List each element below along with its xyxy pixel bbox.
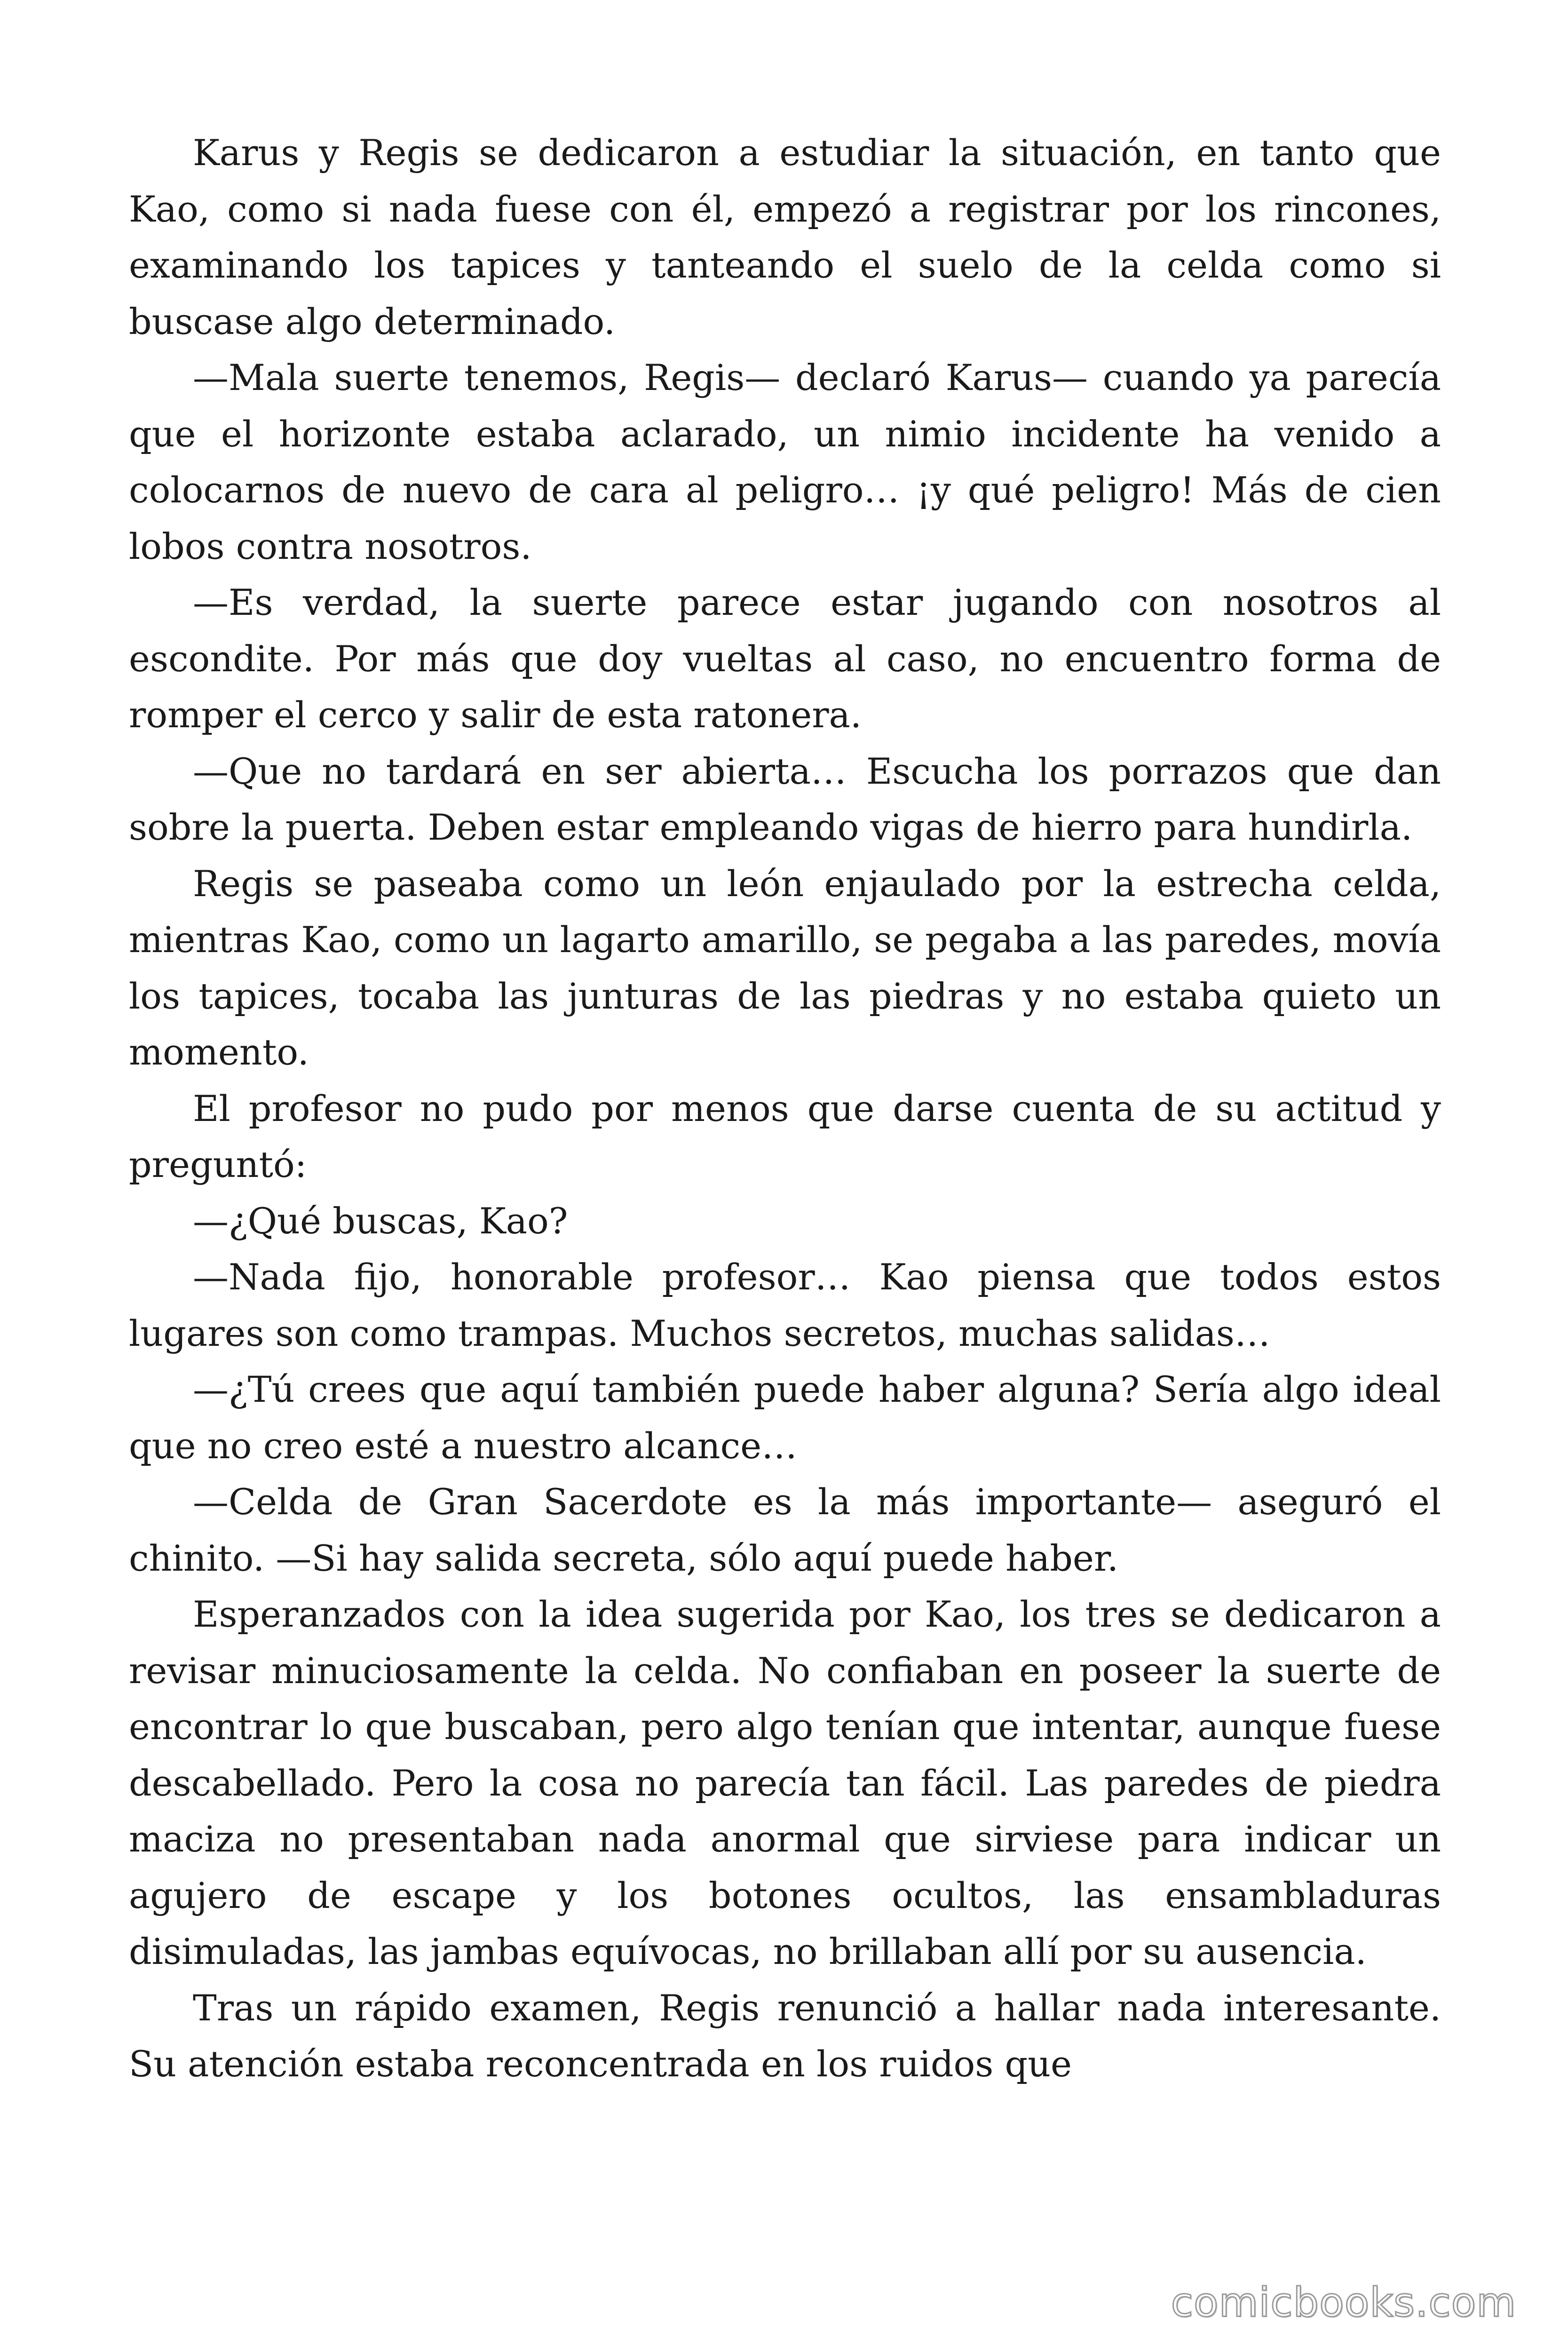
paragraph: —¿Qué buscas, Kao? bbox=[193, 1200, 568, 1242]
paragraph: —Celda de Gran Sacerdote es la más importante— aseguró el chinito. —Si hay salida secreta, sólo aquí puede haber. bbox=[129, 1481, 1441, 1579]
paragraph: —Mala suerte tenemos, Regis— declaró Karus— cuando ya parecía que el horizonte estaba aclarado, un nimio incidente ha venido a colocarnos de nuevo de cara al peligro… ¡y qué peligro! Más de cien lobos contra nosotros. bbox=[129, 357, 1441, 567]
paragraph: El profesor no pudo por menos que darse cuenta de su actitud y preguntó: bbox=[129, 1087, 1441, 1185]
paragraph: —Nada fijo, honorable profesor… Kao piensa que todos estos lugares son como trampas. Muchos secretos, muchas salidas… bbox=[129, 1256, 1441, 1354]
page-body bbox=[129, 125, 1441, 2092]
paragraph: Esperanzados con la idea sugerida por Kao, los tres se dedicaron a revisar minuciosamente la celda. No confiaban en poseer la suerte de encontrar lo que buscaban, pero algo tenían que intentar, aunque fuese descabellado. Pero la cosa no parecía tan fácil. Las paredes de piedra maciza no presentaban nada anormal que sirviese para indicar un agujero de escape y los botones ocultos, las ensambladuras disimuladas, las jambas equívocas, no brillaban allí por su ausencia. bbox=[129, 1593, 1441, 1972]
paragraph: Tras un rápido examen, Regis renunció a hallar nada interesante. Su atención estaba reconcentrada en los ruidos que bbox=[129, 1986, 1441, 2085]
watermark: comicbooks.com bbox=[1171, 2279, 1516, 2326]
paragraph: —Es verdad, la suerte parece estar jugando con nosotros al escondite. Por más que doy vueltas al caso, no encuentro forma de romper el cerco y salir de esta ratonera. bbox=[129, 581, 1441, 736]
paragraph: Karus y Regis se dedicaron a estudiar la situación, en tanto que Kao, como si nada fuese con él, empezó a registrar por los rincones, examinando los tapices y tanteando el suelo de la celda como si buscase algo determinado. bbox=[129, 132, 1441, 342]
paragraph: —¿Tú crees que aquí también puede haber alguna? Sería algo ideal que no creo esté a nuestro alcance… bbox=[129, 1368, 1441, 1467]
paragraph: —Que no tardará en ser abierta… Escucha los porrazos que dan sobre la puerta. Deben estar empleando vigas de hierro para hundirla. bbox=[129, 750, 1441, 848]
paragraph: Regis se paseaba como un león enjaulado por la estrecha celda, mientras Kao, como un lagarto amarillo, se pegaba a las paredes, movía los tapices, tocaba las junturas de las piedras y no estaba quieto un momento. bbox=[129, 862, 1441, 1073]
